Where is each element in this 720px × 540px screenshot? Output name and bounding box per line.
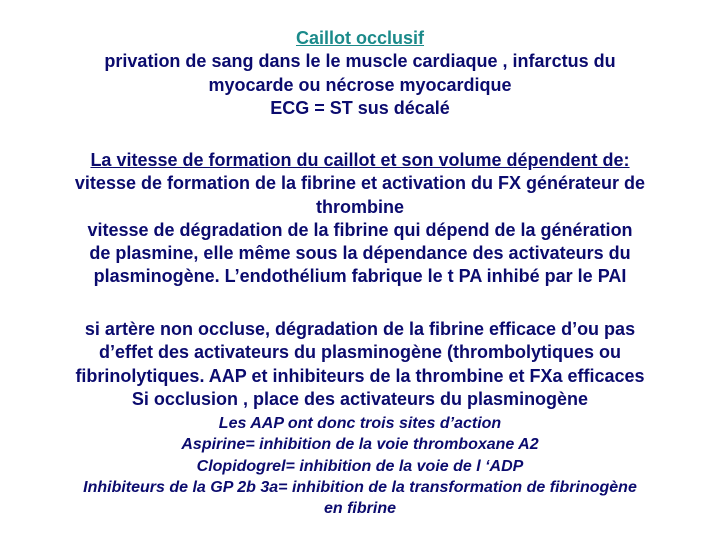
text-line: Si occlusion , place des activateurs du plasminogène [131, 388, 589, 409]
section-vitesse-formation [0, 149, 720, 289]
text-line: fibrinolytiques. AAP et inhibiteurs de la thrombine et FXa efficaces [75, 365, 645, 386]
text-line: ECG = ST sus décalé [270, 97, 450, 118]
text-line: vitesse de dégradation de la fibrine qui dépend de la génération [87, 219, 633, 240]
text-line: Inhibiteurs de la GP 2b 3a= inhibition de la transformation de fibrinogène [83, 478, 637, 496]
text-line: Aspirine= inhibition de la voie thromboxane A2 [181, 436, 539, 454]
vitesse-formation-heading[interactable]: La vitesse de formation du caillot et son volume dépendent de: [90, 150, 630, 170]
text-line: privation de sang dans le le muscle cardiaque , infarctus du [104, 51, 616, 72]
text-line: myocarde ou nécrose myocardique [208, 74, 512, 95]
text-line: d’effet des activateurs du plasminogène (thrombolytiques ou [98, 342, 622, 363]
text-line: en fibrine [323, 500, 396, 518]
text-line: de plasmine, elle même sous la dépendance des activateurs du [89, 243, 631, 264]
section-aap-sites-action [0, 413, 720, 519]
text-line: plasminogène. L’endothélium fabrique le t PA inhibé par le PAI [93, 266, 627, 287]
text-line: Clopidogrel= inhibition de la voie de l ‘ADP [196, 457, 524, 475]
text-line: si artère non occluse, dégradation de la fibrine efficace d’ou pas [84, 319, 636, 339]
section-caillot-occlusif [0, 27, 720, 120]
text-line: Les AAP ont donc trois sites d’action [218, 415, 502, 432]
text-line: vitesse de formation de la fibrine et activation du FX générateur de [74, 173, 646, 194]
text-line: thrombine [316, 196, 404, 217]
caillot-occlusif-link[interactable]: Caillot occlusif [295, 28, 425, 48]
section-artere-occlusion [0, 318, 720, 411]
